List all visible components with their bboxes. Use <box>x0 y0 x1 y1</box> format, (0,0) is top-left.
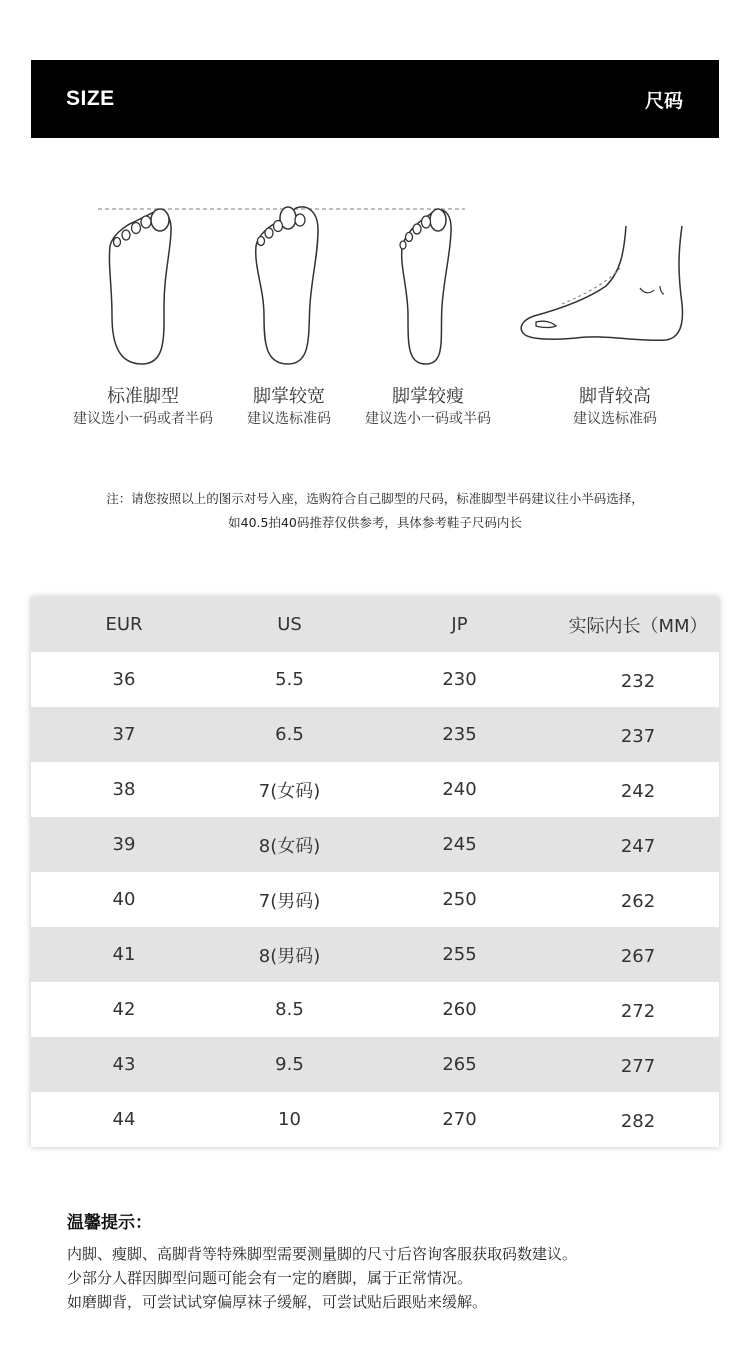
cell-eur: 42 <box>112 999 136 1020</box>
cell-jp: 270 <box>442 1109 477 1130</box>
cell-inner-length: 232 <box>620 671 656 692</box>
narrow-foot-illustration <box>396 206 456 368</box>
cell-eur: 39 <box>112 834 136 855</box>
column-header-eur: EUR <box>105 614 143 635</box>
cell-us: 8.5 <box>275 999 304 1020</box>
cell-jp: 235 <box>442 724 477 745</box>
size-header-bar <box>31 60 719 138</box>
cell-inner-length: 237 <box>620 726 656 747</box>
cell-us: 8(男码) <box>258 945 321 967</box>
foot-type-title: 脚背较高 <box>579 386 651 407</box>
table-row <box>31 652 719 707</box>
table-row <box>31 762 719 817</box>
column-header-us: US <box>277 614 302 635</box>
foot-type-narrow <box>352 385 504 429</box>
tips-line: 如磨脚背，可尝试试穿偏厚袜子缓解，可尝试贴后跟贴来缓解。 <box>67 1293 488 1311</box>
wide-foot-illustration <box>252 204 324 368</box>
cell-us: 7(男码) <box>258 890 321 912</box>
foot-type-title: 脚掌较宽 <box>253 386 325 407</box>
cell-us: 10 <box>278 1109 301 1130</box>
size-label: SIZE <box>66 87 115 110</box>
cell-us: 6.5 <box>275 724 304 745</box>
cell-inner-length: 272 <box>620 1001 656 1022</box>
cell-jp: 265 <box>442 1054 477 1075</box>
cell-eur: 43 <box>112 1054 136 1075</box>
cell-eur: 44 <box>112 1109 136 1130</box>
cell-eur: 36 <box>112 669 136 690</box>
foot-type-advice: 建议选标准码 <box>247 411 331 427</box>
foot-type-advice: 建议选小一码或者半码 <box>73 411 213 427</box>
cell-eur: 38 <box>112 779 136 800</box>
size-label-cn: 尺码 <box>644 89 683 112</box>
cell-inner-length: 242 <box>620 781 656 802</box>
note-line: 注：请您按照以上的图示对号入座，选购符合自己脚型的尺码，标准脚型半码建议往小半码选择， <box>106 491 644 506</box>
table-row <box>31 817 719 872</box>
table-row <box>31 1037 719 1092</box>
cell-us: 8(女码) <box>258 835 321 857</box>
foot-type-title: 标准脚型 <box>107 386 179 407</box>
tips-line: 内脚、瘦脚、高脚背等特殊脚型需要测量脚的尺寸后咨询客服获取码数建议。 <box>67 1245 578 1263</box>
cell-jp: 240 <box>442 779 477 800</box>
cell-jp: 250 <box>442 889 477 910</box>
cell-jp: 260 <box>442 999 477 1020</box>
foot-type-title: 脚掌较瘦 <box>392 386 464 407</box>
cell-eur: 41 <box>112 944 136 965</box>
column-header-jp: JP <box>451 614 468 635</box>
table-row <box>31 872 719 927</box>
table-row <box>31 927 719 982</box>
foot-type-advice: 建议选小一码或半码 <box>365 411 491 427</box>
standard-foot-illustration <box>104 206 176 368</box>
table-row <box>31 707 719 762</box>
foot-type-wide <box>226 385 352 429</box>
size-note <box>0 487 750 535</box>
table-header-row <box>31 597 719 652</box>
cell-jp: 255 <box>442 944 477 965</box>
cell-inner-length: 262 <box>620 891 656 912</box>
cell-inner-length: 267 <box>620 946 656 967</box>
cell-us: 7(女码) <box>258 780 321 802</box>
foot-type-advice: 建议选标准码 <box>573 411 657 427</box>
cell-inner-length: 282 <box>620 1111 656 1132</box>
cell-inner-length: 247 <box>620 836 656 857</box>
foot-type-standard <box>60 385 226 429</box>
cell-eur: 37 <box>112 724 136 745</box>
high-instep-foot-illustration <box>516 224 688 348</box>
table-row <box>31 1092 719 1147</box>
foot-type-high-instep <box>545 385 685 429</box>
cell-jp: 245 <box>442 834 477 855</box>
tips-title: 温馨提示： <box>67 1213 152 1233</box>
column-header-inner-length: 实际内长（MM） <box>568 615 708 637</box>
cell-us: 5.5 <box>275 669 304 690</box>
cell-us: 9.5 <box>275 1054 304 1075</box>
note-line: 如40.5拍40码推荐仅供参考，具体参考鞋子尺码内长 <box>228 515 522 530</box>
cell-jp: 230 <box>442 669 477 690</box>
size-chart-table <box>31 597 719 1147</box>
cell-eur: 40 <box>112 889 136 910</box>
tips-line: 少部分人群因脚型问题可能会有一定的磨脚，属于正常情况。 <box>67 1269 473 1287</box>
warm-tips <box>67 1210 727 1314</box>
cell-inner-length: 277 <box>620 1056 656 1077</box>
table-row <box>31 982 719 1037</box>
